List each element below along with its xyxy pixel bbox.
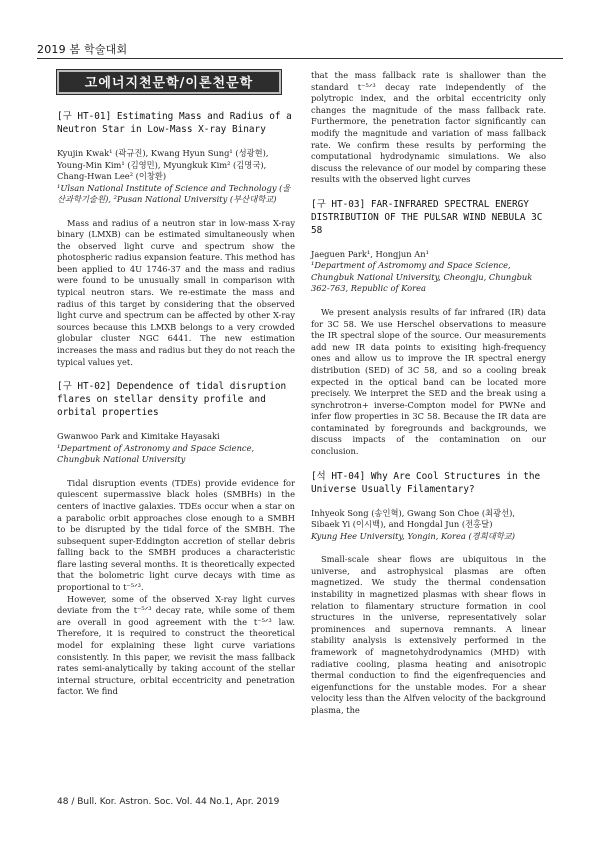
abstract-body: Small-scale shear flows are ubiquitous in the universe, and astrophysical plasmas are often magnetized. We study the thermal condensation instability in magnetized plasmas with shear flows in relation to filamentary structure formation in cool structures in the universe, representatively solar prominences and supernova remnants. A linear stability analysis is extensively performed in the framework of magnetohydrodynamics (MHD) with radiative cooling, plasma heating and anisotropic thermal conduction to find the eigenfrequencies and eigenfunctions for the unstable modes. For a shear velocity less than the Alfven velocity of the background plasma, the <box>311 554 546 715</box>
abstract-authors: Jaeguen Park¹, Hongjun An¹ <box>311 248 429 259</box>
abstract-affiliation: ¹Department of Astromomy and Space Science, Chungbuk National University, Cheongju, Chungbuk 362-763, Republic of Korea <box>311 260 533 294</box>
abstract-title: [구 HT-02] Dependence of tidal disruption flares on stellar density profile and orbital properties <box>57 381 287 419</box>
abstract-affiliation: Kyung Hee University, Yongin, Korea (경희대학교) <box>311 530 515 541</box>
header-rule <box>37 58 563 59</box>
abstract-title: [석 HT-04] Why Are Cool Structures in the Universe Usually Filamentary? <box>311 470 541 495</box>
abstract-body-continued: However, some of the observed X-ray light curves deviate from the t⁻⁵ᐟ³ decay rate, while some of them are overall in good agreement with the t⁻⁵ᐟ³ law. Therefore, it is required to construct the theoretical model for explaining these light curve variations consistently. In this paper, we revisit the mass fallback rates semi-analytically by taking account of the stellar internal structure, orbital eccentricity and penetration factor. We find <box>57 593 295 697</box>
abstract-ht04 <box>311 470 546 717</box>
left-column <box>57 70 295 698</box>
abstract-authors: Inhyeok Song (송인혁), Gwang Son Choe (최광선), Sibaek Yi (이시백), and Hongdal Jun (전홍달) <box>311 507 516 530</box>
section-banner: 고에너지천문학/이론천문학 <box>57 70 281 94</box>
abstract-affiliation: ¹Ulsan National Institute of Science and Technology (울산과학기술원), ²Pusan National University (부산대학교) <box>57 182 291 204</box>
abstract-title: [구 HT-03] FAR-INFRARED SPECTRAL ENERGY DISTRIBUTION OF THE PULSAR WIND NEBULA 3C 58 <box>311 198 543 236</box>
abstract-body: We present analysis results of far infrared (IR) data for 3C 58. We use Herschel observations to measure the IR spectral slope of the source. Our measurements add new IR data points to exisiting high-frequency ones and allow us to improve the IR spectral energy distribution (SED) of 3C 58, and so a cooling break expected in the optical band can be located more precisely. We interpret the SED and the break using a synchrotron+ inverse-Compton model for PWNe and infer flow properties in 3C 58. Because the IR data are contaminated by foregrounds and backgrounds, we discuss impacts of the contamination on our conclusion. <box>311 306 546 457</box>
running-head: 2019 봄 학술대회 <box>37 43 128 56</box>
abstract-ht02 <box>57 380 295 698</box>
abstract-body: Mass and radius of a neutron star in low-mass X-ray binary (LMXB) can be estimated simultaneously when the observed light curve and spectrum show the photospheric radius expansion feature. This method has been applied to 4U 1746-37 and the mass and radius were found to be unusually small in comparison with typical neutron stars. We re-estimate the mass and radius of this target by considering that the observed light curve and spectrum can be affected by other X-ray sources because this LMXB belongs to a very crowded globular cluster NGC 6441. The new estimation increases the mass and radius but they do not reach the typical values yet. <box>57 217 295 367</box>
abstract-body: Tidal disruption events (TDEs) provide evidence for quiescent supermassive black holes (SMBHs) in the centers of inactive galaxies. TDEs occur when a star on a parabolic orbit approaches close enough to a SMBH to be disrupted by the tidal force of the SMBH. The subsequent super-Eddington accretion of stellar debris falling back to the SMBH produces a characteristic flare lasting several months. It is theoretically expected that the bolometric light curve decays with time as proportional to t⁻⁵ᐟ³. <box>57 477 295 593</box>
page-footer: 48 / Bull. Kor. Astron. Soc. Vol. 44 No.1, Apr. 2019 <box>57 797 280 807</box>
abstract-authors: Kyujin Kwak¹ (곽규진), Kwang Hyun Sung¹ (성광현), Young-Min Kim¹ (김영민), Myungkuk Kim² (김명국), Chang-Hwan Lee² (이창환) <box>57 148 269 181</box>
abstract-title: [구 HT-01] Estimating Mass and Radius of a Neutron Star in Low-Mass X-ray Binary <box>57 111 292 135</box>
abstract-authors: Gwanwoo Park and Kimitake Hayasaki <box>57 431 220 442</box>
abstract-affiliation: ¹Department of Astronomy and Space Science, Chungbuk National University <box>57 442 255 465</box>
right-column <box>311 70 546 716</box>
abstract-ht01 <box>57 110 295 368</box>
abstract-body-continued: that the mass fallback rate is shallower than the standard t⁻⁵ᐟ³ decay rate independently of the polytropic index, and the orbital eccentricity only changes the magnitude of the mass fallback rate. Furthermore, the penetration factor significantly can modify the magnitude and variation of mass fallback rate. We confirm these results by performing the computational hydrodynamic simulations. We also discuss the relevance of our model by comparing these results with the observed light curves <box>311 70 546 185</box>
abstract-ht03 <box>311 198 546 458</box>
